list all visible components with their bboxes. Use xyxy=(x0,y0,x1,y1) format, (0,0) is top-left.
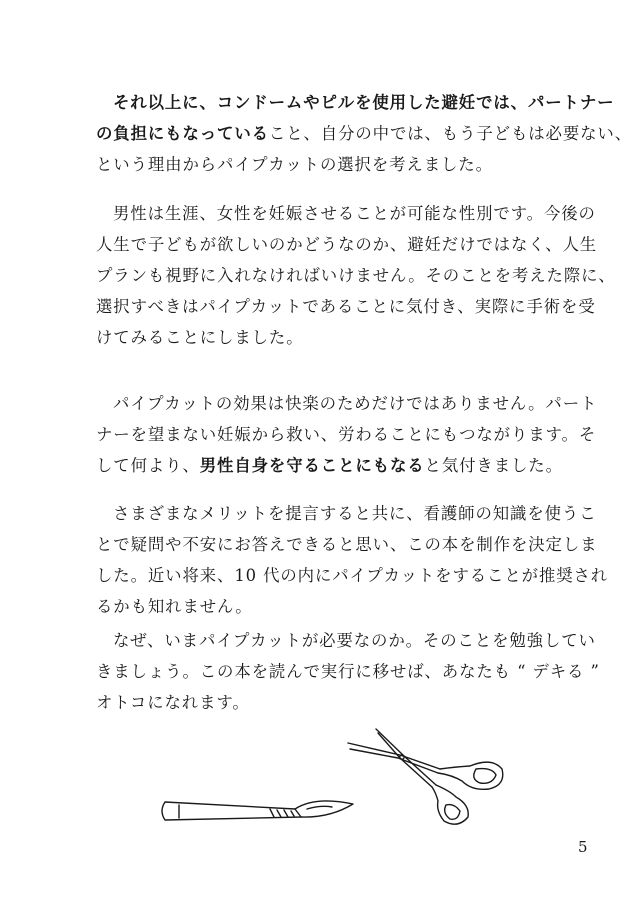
scissors-illustration xyxy=(342,725,510,830)
paragraph-5: なぜ、いまパイプカットが必要なのか。そのことを勉強してい きましょう。この本を読んで実行に移せば、あなたも “ デキる ” オトコになれます。 xyxy=(96,631,600,712)
bold-phrase: の負担にもなっている xyxy=(96,124,269,143)
paragraph-3: パイプカットの効果は快楽のためだけではありません。パート ナーを望まない妊娠から救い、労わることにもつながります。そ して何より、男性自身を守ることにもなると気付きました。 xyxy=(96,394,598,475)
page-number: 5 xyxy=(578,838,588,856)
paragraph-2: 男性は生涯、女性を妊娠させることが可能な性別です。今後の 人生で子どもが欲しいのかどうなのか、避妊だけではなく、人生 プランも視野に入れなければいけません。そのことを考えた際に、 選択すべきはパイプカットであることに気付き、実際に手術を受 けてみることにしました。 xyxy=(96,204,616,347)
bold-phrase: 男性自身を守ることにもなる xyxy=(199,456,425,475)
scalpel-illustration xyxy=(155,790,360,832)
bold-phrase: それ以上に、コンドームやピルを使用した避妊では、パートナー xyxy=(113,93,615,112)
paragraph-4: さまざまなメリットを提言すると共に、看護師の知識を使うこ とで疑問や不安にお答えできると思い、この本を制作を決定しま した。近い将来、10 代の内にパイプカットをすることが推奨され るかも知れません。 xyxy=(96,504,609,616)
paragraph-1: それ以上に、コンドームやピルを使用した避妊では、パートナー の負担にもなっていること、自分の中では、もう子どもは必要ない、 という理由からパイプカットの選択を考えました。 xyxy=(96,93,633,174)
